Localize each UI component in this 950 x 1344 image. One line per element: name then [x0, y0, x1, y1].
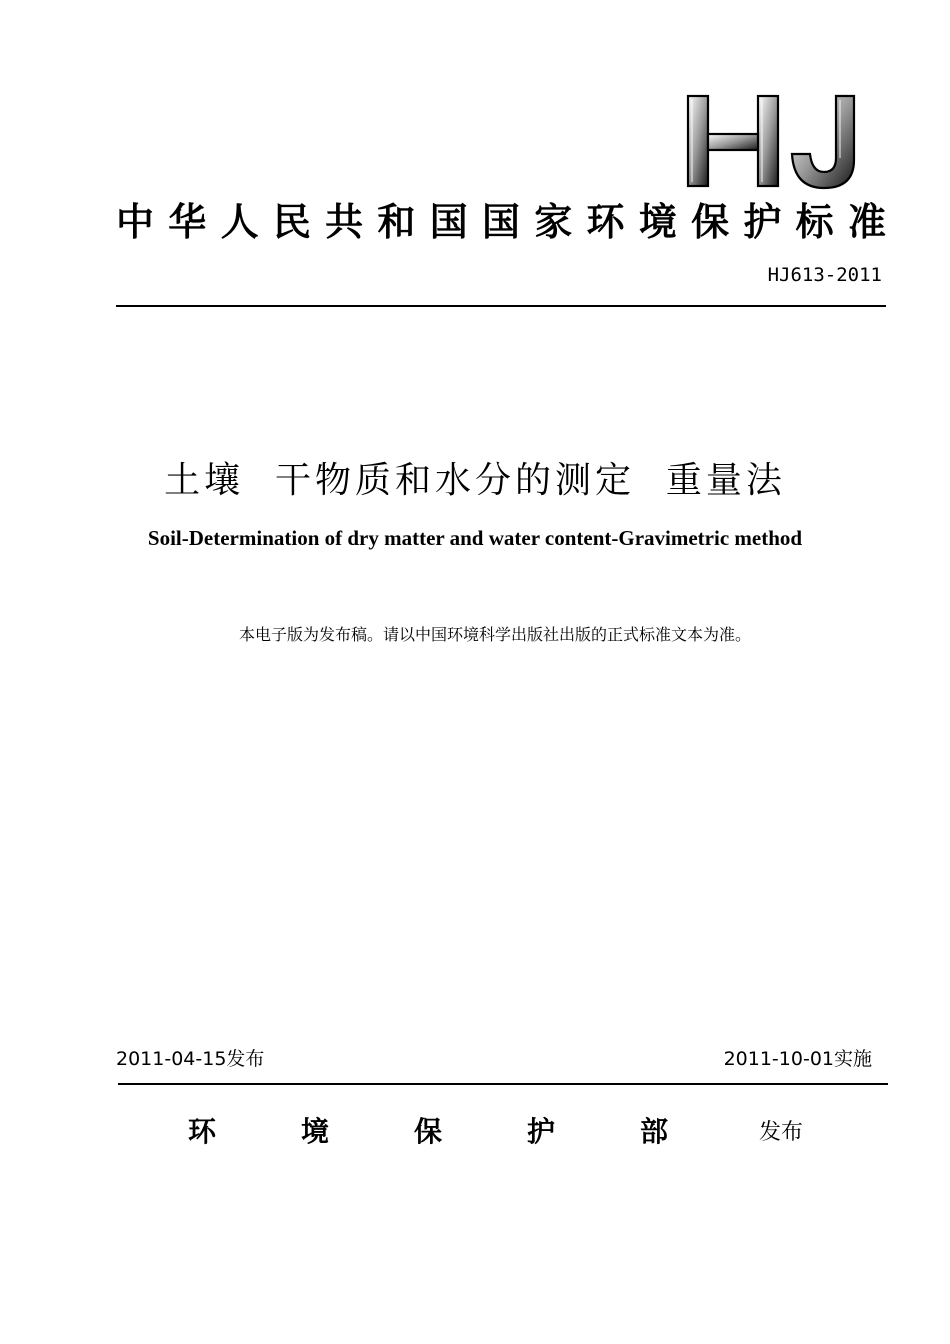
org-char: 护	[743, 198, 782, 244]
org-char: 民	[272, 198, 311, 244]
org-char: 华	[168, 198, 207, 244]
org-char: 境	[638, 198, 677, 244]
electronic-version-note: 本电子版为发布稿。请以中国环境科学出版社出版的正式标准文本为准。	[238, 625, 751, 644]
org-char: 保	[691, 198, 730, 244]
publisher-line	[188, 1108, 828, 1152]
org-char: 和	[377, 198, 416, 244]
publisher-char: 部	[640, 1115, 669, 1148]
document-title-english: Soil-Determination of dry matter and water content-Gravimetric method	[147, 526, 803, 550]
org-char: 环	[586, 198, 625, 244]
standard-code: HJ613-2011	[767, 264, 882, 286]
publish-action-label: 发布	[759, 1119, 804, 1145]
hj-logo-icon	[686, 92, 858, 192]
org-char: 中	[116, 198, 155, 244]
publisher-char: 护	[527, 1115, 556, 1148]
org-char: 家	[534, 198, 573, 244]
issue-date: 2011-04-15发布	[116, 1048, 265, 1070]
implementation-date: 2011-10-01实施	[723, 1048, 872, 1070]
publisher-char: 环	[188, 1115, 217, 1148]
org-char: 共	[325, 198, 364, 244]
publisher-char: 保	[414, 1115, 443, 1148]
publisher-char: 境	[301, 1115, 330, 1148]
issuing-organization-title	[116, 192, 886, 244]
org-char: 国	[481, 198, 520, 244]
org-char: 准	[847, 198, 886, 244]
header-divider	[116, 305, 886, 307]
org-char: 标	[795, 198, 834, 244]
footer-divider	[118, 1083, 888, 1085]
document-title-chinese: 土壤 干物质和水分的测定 重量法	[164, 460, 786, 501]
org-char: 国	[429, 198, 468, 244]
org-char: 人	[220, 198, 259, 244]
